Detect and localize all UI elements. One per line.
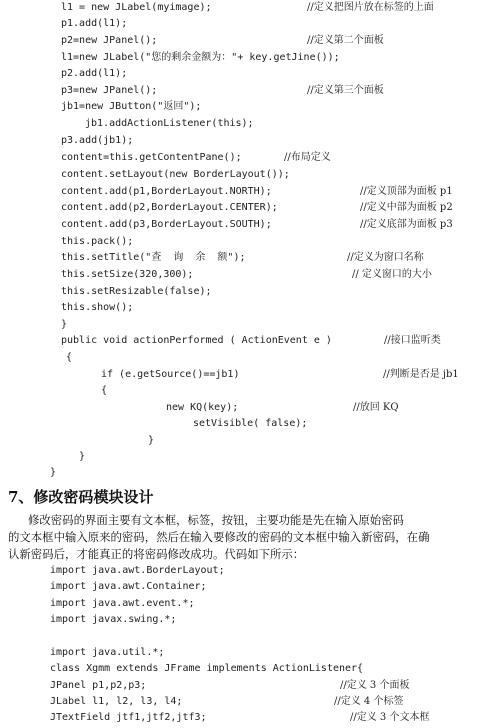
paragraph-line: 修改密码的界面主要有文本框，标签，按钮，主要功能是先在输入原始密码 xyxy=(28,513,404,527)
code-comment: //定义把图片放在标签的上面 xyxy=(307,2,434,13)
code-line: p2.add(l1); xyxy=(61,68,128,79)
code-line: { xyxy=(101,385,108,396)
code-comment: //放回 KQ xyxy=(353,402,399,413)
code-line: import java.awt.BorderLayout; xyxy=(50,565,225,576)
code-line: content.add(p2,BorderLayout.CENTER); xyxy=(61,202,278,213)
code-comment: //判断是否是 jb1 xyxy=(383,369,459,380)
code-comment: //接口监听类 xyxy=(384,335,441,346)
code-line: class Xgmm extends JFrame implements ActionListener{ xyxy=(50,663,364,674)
code-line: JPanel p1,p2,p3; xyxy=(50,680,147,691)
code-line: p2=new JPanel(); xyxy=(61,35,158,46)
code-line: jb1.addActionListener(this); xyxy=(85,118,254,129)
code-line: content=this.getContentPane(); xyxy=(61,152,242,163)
code-line: content.add(p1,BorderLayout.NORTH); xyxy=(61,186,272,197)
code-comment: //定义 3 个面板 xyxy=(340,680,410,691)
code-line: if (e.getSource()==jb1) xyxy=(101,369,240,380)
code-comment: //定义中部为面板 p2 xyxy=(360,202,453,213)
code-comment: //定义第二个面板 xyxy=(307,35,384,46)
code-line: setVisible( false); xyxy=(193,418,308,429)
code-line: this.show(); xyxy=(61,302,134,313)
code-comment: //定义为窗口名称 xyxy=(347,252,424,263)
code-line: new KQ(key); xyxy=(166,402,239,413)
code-comment: //定义底部为面板 p3 xyxy=(360,219,453,230)
code-line: content.add(p3,BorderLayout.SOUTH); xyxy=(61,219,272,230)
code-line: { xyxy=(66,352,73,363)
code-line: import javax.swing.*; xyxy=(50,614,177,625)
code-line: } xyxy=(148,435,155,446)
section-heading: 7、修改密码模块设计 xyxy=(8,488,154,506)
code-line: p1.add(l1); xyxy=(61,18,128,29)
paragraph-line: 的文本框中输入原来的密码，然后在输入要修改的密码的文本框中输入新密码，在确 xyxy=(8,530,430,544)
code-line: import java.awt.event.*; xyxy=(50,598,195,609)
code-line: this.setTitle("查 询 余 额"); xyxy=(61,252,246,263)
code-comment: //布局定义 xyxy=(284,152,331,163)
code-line: JLabel l1, l2, l3, l4; xyxy=(50,696,183,707)
code-line: l1=new JLabel("您的剩余金额为："+ key.getJine()); xyxy=(61,52,340,63)
code-comment: //定义 3 个文本框 xyxy=(350,712,430,723)
code-line: } xyxy=(79,451,86,462)
code-line: this.pack(); xyxy=(61,236,134,247)
code-line: public void actionPerformed ( ActionEvent e ) xyxy=(61,335,332,346)
code-line: } xyxy=(61,319,68,330)
paragraph-line: 认新密码后，才能真正的将密码修改成功。代码如下所示： xyxy=(8,547,305,561)
code-line: } xyxy=(50,467,57,478)
code-line: jb1=new JButton("返回"); xyxy=(61,101,202,112)
code-line: JTextField jtf1,jtf2,jtf3; xyxy=(50,712,207,723)
code-line: this.setResizable(false); xyxy=(61,286,212,297)
code-comment: // 定义窗口的大小 xyxy=(352,269,432,280)
code-line: p3.add(jb1); xyxy=(61,135,134,146)
code-line: this.setSize(320,300); xyxy=(61,269,194,280)
code-line: content.setLayout(new BorderLayout()); xyxy=(61,169,290,180)
code-comment: //定义 4 个标签 xyxy=(334,696,404,707)
code-comment: //定义顶部为面板 p1 xyxy=(360,186,453,197)
code-line: p3=new JPanel(); xyxy=(61,85,158,96)
code-line: import java.util.*; xyxy=(50,647,165,658)
code-line: import java.awt.Container; xyxy=(50,581,207,592)
code-comment: //定义第三个面板 xyxy=(307,85,384,96)
code-line: l1 = new JLabel(myimage); xyxy=(61,2,212,13)
